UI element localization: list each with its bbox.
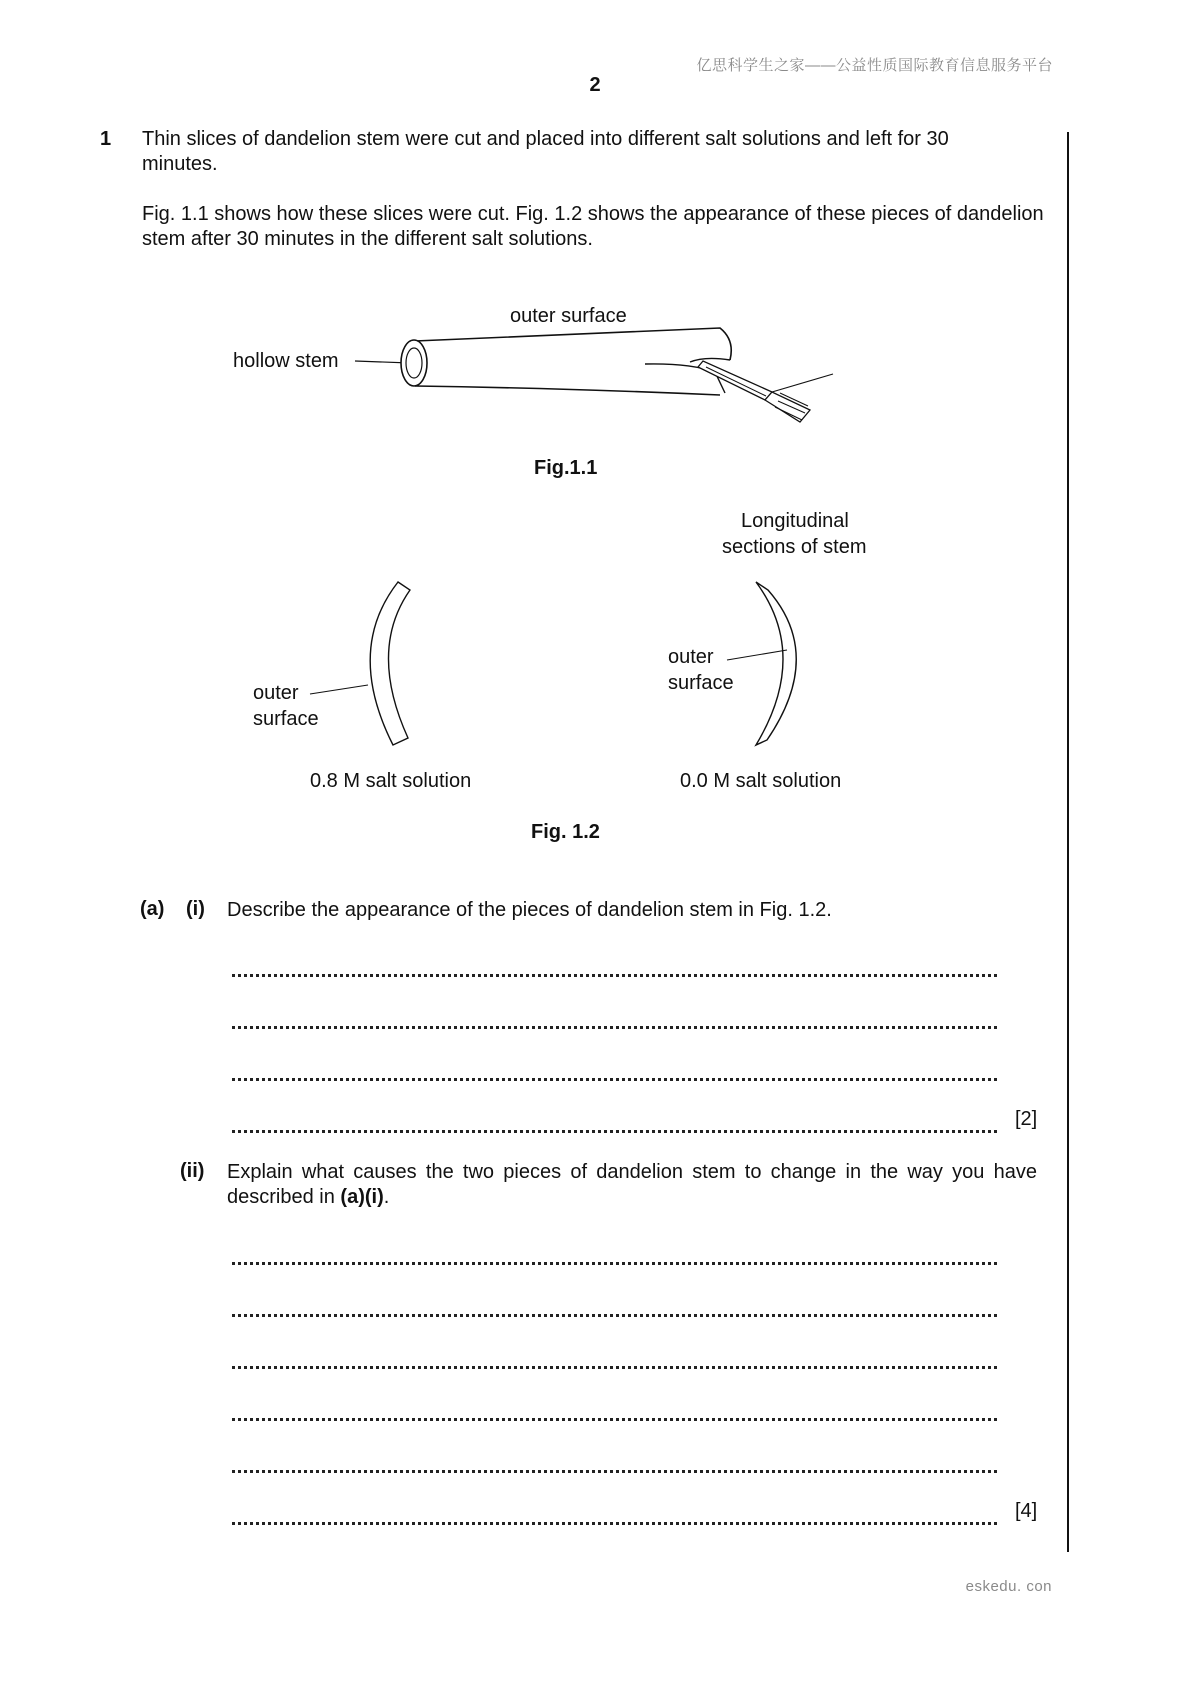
fig1-2-right-outer-label-2: surface <box>668 672 734 694</box>
answer-line-aii-4[interactable] <box>232 1418 997 1421</box>
fig1-1-caption: Fig.1.1 <box>534 457 598 479</box>
fig1-2-right-outer-label-1: outer <box>668 646 714 668</box>
fig1-2-caption: Fig. 1.2 <box>531 821 600 843</box>
marks-ai: [2] <box>1015 1108 1038 1130</box>
fig1-2-right-solution: 0.0 M salt solution <box>680 770 842 792</box>
fig1-1-label-outer-surface: outer surface <box>510 305 627 327</box>
strip-edge <box>690 358 730 362</box>
header-watermark: 亿思科学生之家——公益性质国际教育信息服务平台 <box>696 57 1053 74</box>
question-intro-1: Thin slices of dandelion stem were cut and placed into different salt solutions and left for 30 minutes. <box>142 128 949 175</box>
right-stem-section <box>756 582 796 745</box>
stem-bottom-edge <box>415 386 720 395</box>
part-a-ii-text <box>227 1160 1037 1210</box>
fig1-2-label-longitudinal: Longitudinal <box>741 510 849 532</box>
answer-line-aii-3[interactable] <box>232 1366 997 1369</box>
fig1-2-left-outer-label-1: outer <box>253 682 299 704</box>
part-a-ii-text-ref: (a)(i) <box>340 1186 384 1208</box>
answer-line-ai-4[interactable] <box>232 1130 997 1133</box>
left-outer-leader-line <box>310 685 368 694</box>
answer-line-aii-2[interactable] <box>232 1314 997 1317</box>
part-a-ii-label: (ii) <box>180 1160 205 1182</box>
part-a-ii-text-suffix: . <box>383 1186 390 1208</box>
part-a-i-text: Describe the appearance of the pieces of dandelion stem in Fig. 1.2. <box>227 899 832 921</box>
answer-line-aii-6[interactable] <box>232 1522 997 1525</box>
footer-watermark: eskedu. con <box>965 1578 1052 1595</box>
stem-top-edge <box>415 328 731 360</box>
part-a-i-label: (i) <box>186 898 205 920</box>
answer-line-ai-3[interactable] <box>232 1078 997 1081</box>
answer-line-aii-5[interactable] <box>232 1470 997 1473</box>
marks-aii: [4] <box>1015 1500 1038 1522</box>
scalpel-leader-line <box>772 374 833 392</box>
answer-line-ai-2[interactable] <box>232 1026 997 1029</box>
part-a-label: (a) <box>140 898 165 920</box>
right-outer-leader-line <box>727 650 787 660</box>
part-a-ii-text-prefix: Explain what causes the two pieces of dandelion stem to change in the way you have described in <box>227 1161 1037 1208</box>
answer-line-ai-1[interactable] <box>232 974 997 977</box>
scalpel-edge <box>706 367 766 396</box>
question-intro-2: Fig. 1.1 shows how these slices were cut. Fig. 1.2 shows the appearance of these pieces of dandelion stem after 30 minutes in the different salt solutions. <box>142 203 1044 250</box>
fig1-2-left-solution: 0.8 M salt solution <box>310 770 472 792</box>
stem-end-inner <box>406 348 422 378</box>
answer-line-aii-1[interactable] <box>232 1262 997 1265</box>
question-number: 1 <box>100 128 112 150</box>
left-stem-section <box>370 582 410 745</box>
page-number: 2 <box>589 74 601 96</box>
fig1-1-label-hollow-stem: hollow stem <box>233 350 339 372</box>
fig1-2-label-sections: sections of stem <box>722 536 867 558</box>
fig1-2-left-outer-label-2: surface <box>253 708 319 730</box>
